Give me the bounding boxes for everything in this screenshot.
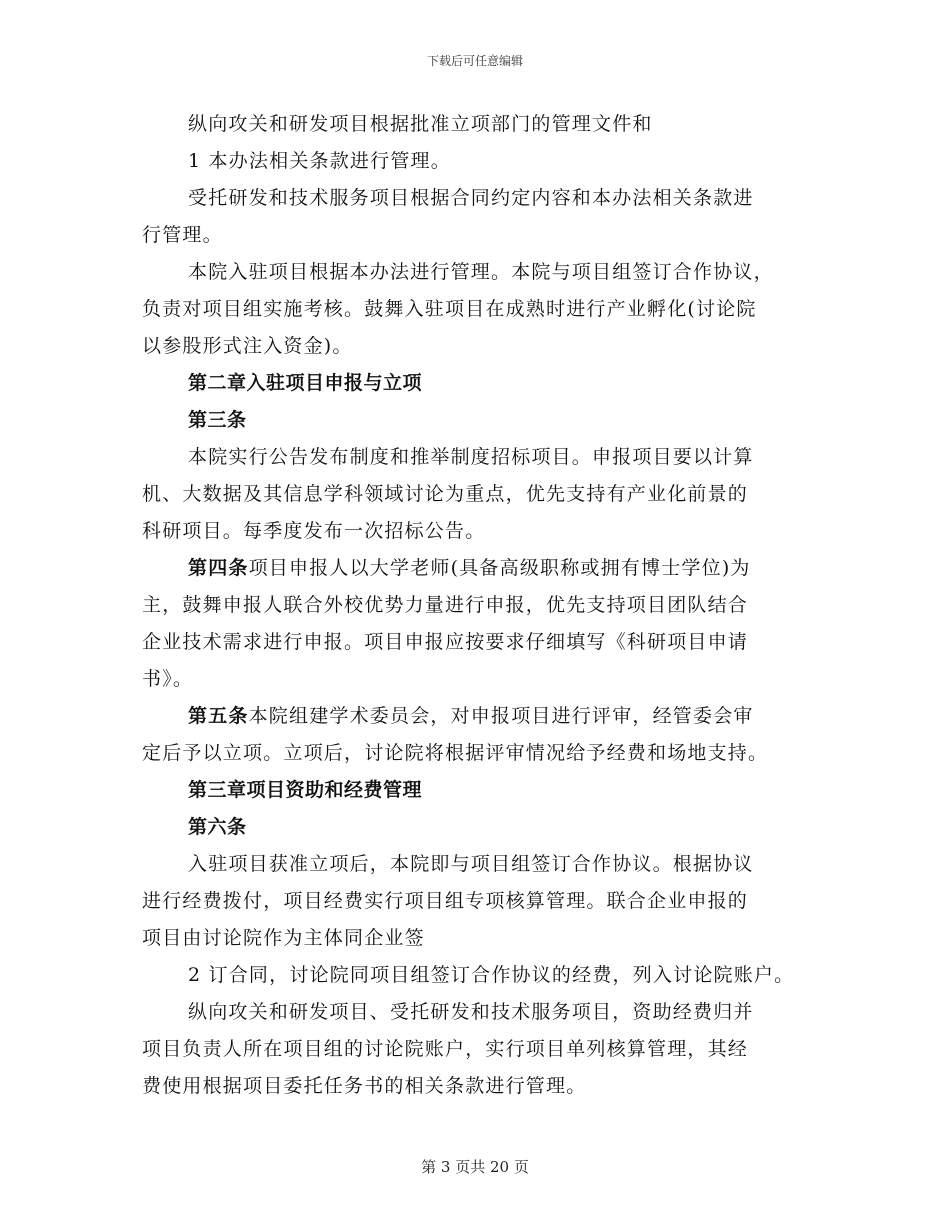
page-number: 第 3 页共 20 页: [421, 1158, 529, 1176]
paragraph-line: [0, 698, 950, 735]
heading-text: 第六条: [188, 816, 247, 838]
paragraph-line: [0, 735, 950, 772]
line-text: 纵向攻关和研发项目、受托研发和技术服务项目，资助经费归并: [188, 1001, 754, 1023]
line-text: 受托研发和技术服务项目根据合同约定内容和本办法相关条款进: [188, 187, 754, 209]
line-text: 2 订合同，讨论院同项目组签订合作协议的经费，列入讨论院账户。: [188, 964, 795, 986]
article-label: 第五条: [188, 705, 249, 727]
paragraph-line: [0, 106, 950, 143]
line-text: 以参股形式注入资金)。: [142, 335, 353, 357]
paragraph-line: [0, 550, 950, 587]
line-text: 负责对项目组实施考核。鼓舞入驻项目在成熟时进行产业孵化(讨论院: [142, 298, 757, 320]
paragraph-line: [0, 476, 950, 513]
line-text: 1 本办法相关条款进行管理。: [188, 150, 451, 172]
line-text: 入驻项目获准立项后，本院即与项目组签订合作协议。根据协议: [188, 853, 754, 875]
line-text: 项目由讨论院作为主体同企业签: [142, 927, 425, 949]
paragraph-line: [0, 180, 950, 217]
heading-text: 第三条: [188, 409, 247, 431]
paragraph-line: [0, 920, 950, 957]
heading-text: 第三章项目资助和经费管理: [188, 779, 423, 801]
line-text: 项目申报人以大学老师(具备高级职称或拥有博士学位)为: [248, 557, 751, 579]
line-text: 进行经费拨付，项目经费实行项目组专项核算管理。联合企业申报的: [142, 890, 749, 912]
paragraph-line: [0, 957, 950, 994]
page-header: 下载后可任意编辑: [426, 54, 523, 68]
paragraph-line: [0, 846, 950, 883]
paragraph-line: [0, 883, 950, 920]
paragraph-line: [0, 328, 950, 365]
paragraph-line: [0, 143, 950, 180]
paragraph-line: [0, 1031, 950, 1068]
paragraph-line: [0, 624, 950, 661]
article-heading: [0, 402, 950, 439]
chapter-heading: [0, 365, 950, 402]
line-text: 企业技术需求进行申报。项目申报应按要求仔细填写《科研项目申请: [142, 631, 749, 653]
heading-text: 第二章入驻项目申报与立项: [188, 372, 423, 394]
line-text: 本院组建学术委员会，对申报项目进行评审，经管委会审: [248, 705, 754, 727]
paragraph-line: [0, 217, 950, 254]
line-text: 行管理。: [142, 224, 223, 246]
paragraph-line: [0, 439, 950, 476]
paragraph-line: [0, 661, 950, 698]
line-text: 机、大数据及其信息学科领域讨论为重点，优先支持有产业化前景的: [142, 483, 749, 505]
line-text: 主，鼓舞申报人联合外校优势力量进行申报，优先支持项目团队结合: [142, 594, 749, 616]
paragraph-line: [0, 513, 950, 550]
chapter-heading: [0, 772, 950, 809]
line-text: 科研项目。每季度发布一次招标公告。: [142, 520, 486, 542]
document-body: [0, 106, 950, 1105]
line-text: 定后予以立项。立项后，讨论院将根据评审情况给予经费和场地支持。: [142, 742, 769, 764]
paragraph-line: [0, 994, 950, 1031]
article-label: 第四条: [188, 557, 249, 579]
line-text: 项目负责人所在项目组的讨论院账户，实行项目单列核算管理，其经: [142, 1038, 749, 1060]
line-text: 纵向攻关和研发项目根据批准立项部门的管理文件和: [188, 113, 653, 135]
paragraph-line: [0, 587, 950, 624]
paragraph-line: [0, 1068, 950, 1105]
line-text: 书》。: [142, 668, 194, 690]
line-text: 费使用根据项目委托任务书的相关条款进行管理。: [142, 1075, 587, 1097]
line-text: 本院实行公告发布制度和推举制度招标项目。申报项目要以计算: [188, 446, 754, 468]
paragraph-line: [0, 254, 950, 291]
paragraph-line: [0, 291, 950, 328]
line-text: 本院入驻项目根据本办法进行管理。本院与项目组签订合作协议，: [188, 261, 774, 283]
article-heading: [0, 809, 950, 846]
